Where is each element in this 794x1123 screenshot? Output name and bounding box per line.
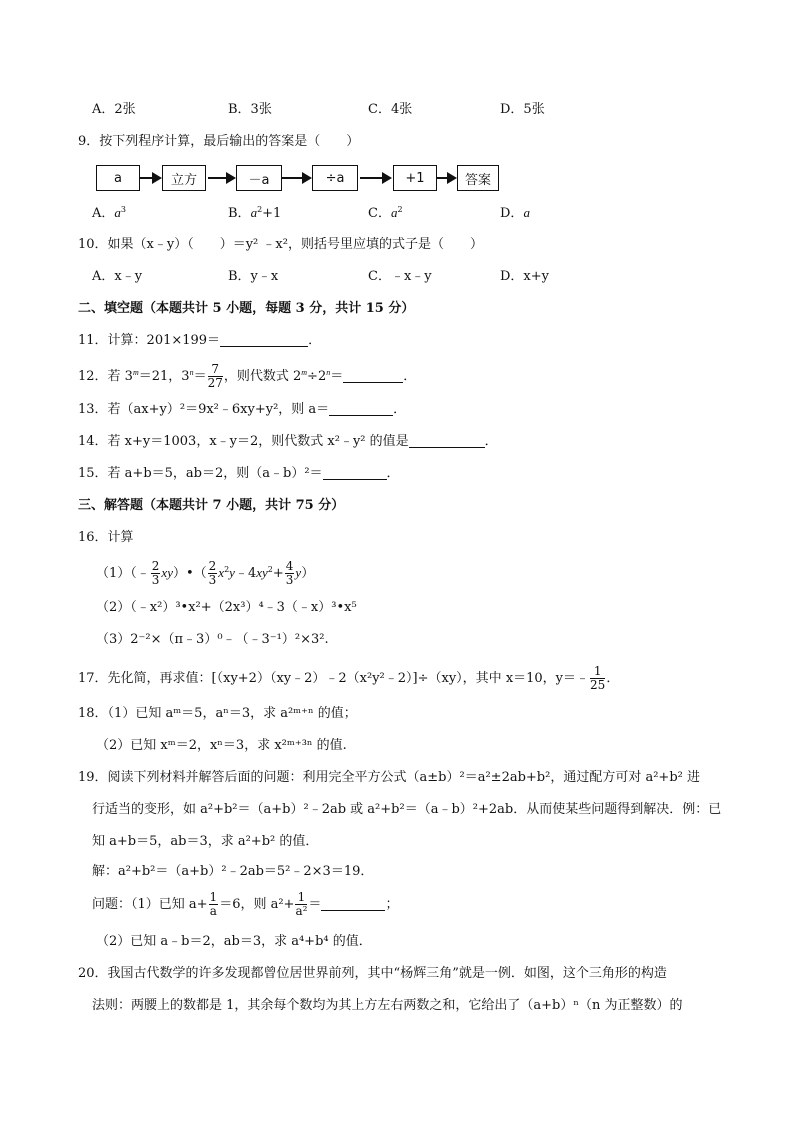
q10-option-a: A．x﹣y [92, 269, 143, 284]
flow-box-cube: 立方 [162, 165, 206, 191]
section-3-heading: 三、解答题（本题共计 7 小题，共计 75 分） [78, 498, 345, 513]
q8-option-a: A．2张 [92, 102, 136, 117]
q19-line-4: 解：a²+b²＝（a+b）²﹣2ab＝5²﹣2×3＝19． [92, 864, 374, 879]
flow-arrow-icon [140, 171, 162, 185]
flow-arrow-icon [208, 171, 236, 185]
q11: 11．计算：201×199＝ ． [78, 333, 322, 348]
q10-option-c: C．﹣x﹣y [368, 269, 432, 284]
q8-option-b: B．3张 [228, 102, 272, 117]
q13: 13．若（ax+y）²＝9x²﹣6xy+y²，则 a＝ ． [78, 402, 407, 417]
flow-box-plus-one: +1 [393, 165, 437, 191]
q9-stem: 9．按下列程序计算，最后输出的答案是（ ） [78, 134, 360, 149]
q18-part-1: 18．（1）已知 aᵐ＝5，aⁿ＝3，求 a²ᵐ⁺ⁿ 的值； [78, 706, 357, 721]
q12: 12．若 $3^m=21$，$3^n=$ $\frac{7}{27}$ ，则代数式 $2^m\div 2^n=$ ． [78, 362, 417, 390]
q9-option-a: A．$a^3$ [92, 205, 126, 221]
q9-option-b: B．$a^2+1$ [228, 205, 282, 221]
q19-question-1: 问题：（1）已知 a+ $\frac{1}{a}$ ＝6，则 a²+ $\frac{1}{\text{a²}}$ ＝ ； [92, 890, 399, 918]
q19-line-2: 行适当的变形，如 a²+b²＝（a+b）²﹣2ab 或 a²+b²＝（a﹣b）²+2ab．从而使某些问题得到解决．例：已 [92, 802, 722, 817]
q19-question-2: （2）已知 a﹣b＝2，ab＝3，求 a⁴+b⁴ 的值． [96, 934, 372, 949]
q10-option-d: D．x+y [500, 269, 549, 284]
section-2-heading: 二、填空题（本题共计 5 小题，每题 3 分，共计 15 分） [78, 301, 415, 316]
flow-box-answer: 答案 [457, 165, 499, 191]
flow-arrow-icon [360, 171, 392, 185]
q16-stem: 16．计算 [78, 530, 134, 545]
q15: 15．若 a+b＝5，ab＝2，则（a﹣b）²＝ ． [78, 466, 400, 481]
q10-option-b: B．y﹣x [228, 269, 279, 284]
q10-stem: 10．如果（x﹣y）（ ）＝y² ﹣x²，则括号里应填的式子是（ ） [78, 237, 483, 252]
q8-option-c: C．4张 [368, 102, 413, 117]
flow-box-input: a [96, 165, 140, 191]
q20-line-1: 20．我国古代数学的许多发现都曾位居世界前列，其中“杨辉三角”就是一例．如图，这个三角形的构造 [78, 966, 667, 981]
q8-option-d: D．5张 [500, 102, 545, 117]
q17: 17．先化简，再求值：[（xy+2）（xy﹣2）﹣2（x²y²﹣2）]÷（xy），其中 x＝10，y＝﹣ $\frac{1}{25}$ ． [78, 664, 620, 692]
q9-option-c: C．$a^2$ [368, 205, 403, 221]
q18-part-2: （2）已知 xᵐ＝2，xⁿ＝3，求 x²ᵐ⁺³ⁿ 的值. [96, 738, 347, 753]
flow-box-minus-a: －a [236, 165, 282, 191]
q9-option-d: D．a [500, 205, 530, 221]
flow-arrow-icon [437, 171, 457, 185]
q19-line-3: 知 a+b＝5，ab＝3，求 a²+b² 的值． [92, 834, 319, 849]
q14: 14．若 x+y＝1003，x﹣y＝2，则代数式 x²﹣y² 的值是 ． [78, 434, 498, 449]
q16-part-2: （2）（﹣x²）³•x²+（2x³）⁴﹣3（﹣x）³•x⁵ [96, 600, 357, 615]
q16-part-3: （3）2⁻²×（π﹣3）⁰﹣（﹣3⁻¹）²×3². [96, 632, 329, 647]
q16-part-1: （1）（﹣ $\frac{2}{3}$ xy）•（ $\frac{2}{3}$ $x^2y﹣4xy^2+$ $\frac{4}{3}$ y） [96, 559, 315, 587]
q20-line-2: 法则：两腰上的数都是 1，其余每个数均为其上方左右两数之和，它给出了（a+b）ⁿ（n 为正整数）的 [92, 998, 683, 1013]
flow-arrow-icon [282, 171, 312, 185]
flow-box-divide-a: ÷a [312, 165, 358, 191]
q19-line-1: 19．阅读下列材料并解答后面的问题：利用完全平方公式（a±b）²＝a²±2ab+b²，通过配方可对 a²+b² 进 [78, 770, 700, 785]
